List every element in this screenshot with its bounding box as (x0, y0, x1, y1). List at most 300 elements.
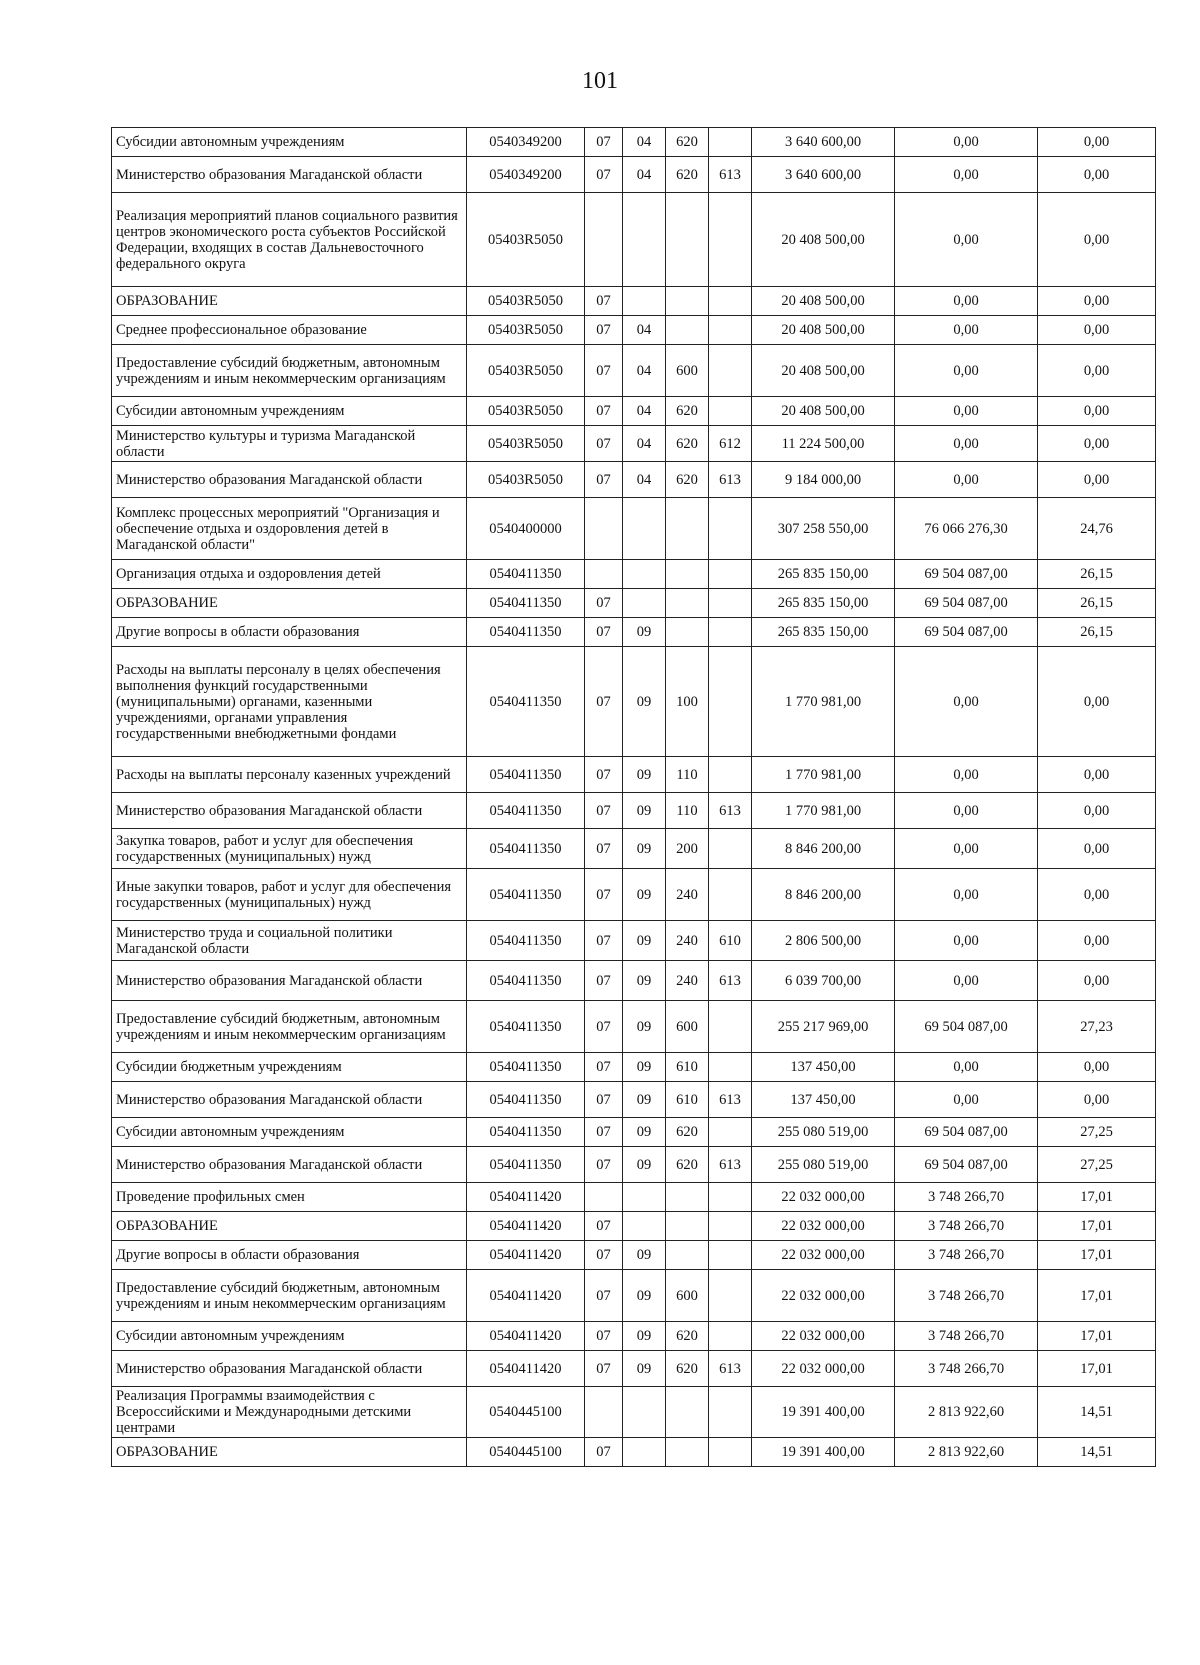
cell-expense-type: 620 (666, 397, 709, 426)
cell-subsection (623, 287, 666, 316)
cell-administrator (709, 498, 752, 560)
cell-section: 07 (585, 757, 623, 793)
cell-expense-type (666, 1212, 709, 1241)
cell-section: 07 (585, 345, 623, 397)
cell-subsection: 09 (623, 1322, 666, 1351)
cell-section (585, 193, 623, 287)
cell-subsection: 09 (623, 1118, 666, 1147)
table-row (112, 1053, 1156, 1082)
table-row (112, 1322, 1156, 1351)
cell-expense-type (666, 1183, 709, 1212)
cell-section: 07 (585, 618, 623, 647)
cell-name: Расходы на выплаты персоналу казенных учреждений (112, 757, 467, 793)
cell-expense-type (666, 316, 709, 345)
cell-section: 07 (585, 869, 623, 921)
cell-name: Субсидии бюджетным учреждениям (112, 1053, 467, 1082)
cell-section: 07 (585, 1241, 623, 1270)
cell-target-code: 0540411420 (467, 1351, 585, 1387)
cell-planned-amount: 6 039 700,00 (752, 961, 895, 1001)
cell-administrator (709, 1118, 752, 1147)
cell-expense-type: 240 (666, 961, 709, 1001)
cell-administrator (709, 397, 752, 426)
cell-executed-amount: 0,00 (895, 426, 1038, 462)
table-row (112, 1001, 1156, 1053)
cell-planned-amount: 255 217 969,00 (752, 1001, 895, 1053)
cell-subsection: 04 (623, 397, 666, 426)
cell-execution-percent: 0,00 (1038, 1053, 1156, 1082)
cell-target-code: 05403R5050 (467, 462, 585, 498)
cell-subsection (623, 589, 666, 618)
cell-planned-amount: 265 835 150,00 (752, 560, 895, 589)
cell-section: 07 (585, 316, 623, 345)
budget-table (111, 127, 1156, 1467)
cell-executed-amount: 69 504 087,00 (895, 618, 1038, 647)
cell-administrator: 613 (709, 961, 752, 1001)
cell-administrator (709, 316, 752, 345)
cell-subsection (623, 1212, 666, 1241)
cell-planned-amount: 22 032 000,00 (752, 1270, 895, 1322)
table-row (112, 1387, 1156, 1438)
cell-section: 07 (585, 1147, 623, 1183)
table-row (112, 498, 1156, 560)
cell-subsection: 09 (623, 618, 666, 647)
table-row (112, 793, 1156, 829)
cell-name: Закупка товаров, работ и услуг для обеспечения государственных (муниципальных) нужд (112, 829, 467, 869)
cell-planned-amount: 22 032 000,00 (752, 1212, 895, 1241)
cell-executed-amount: 0,00 (895, 1082, 1038, 1118)
cell-execution-percent: 0,00 (1038, 426, 1156, 462)
cell-subsection: 04 (623, 426, 666, 462)
cell-planned-amount: 1 770 981,00 (752, 757, 895, 793)
cell-planned-amount: 20 408 500,00 (752, 345, 895, 397)
cell-planned-amount: 11 224 500,00 (752, 426, 895, 462)
cell-target-code: 0540411420 (467, 1270, 585, 1322)
cell-target-code: 0540411420 (467, 1322, 585, 1351)
cell-executed-amount: 0,00 (895, 647, 1038, 757)
cell-target-code: 0540349200 (467, 128, 585, 157)
cell-execution-percent: 17,01 (1038, 1183, 1156, 1212)
cell-section: 07 (585, 1053, 623, 1082)
cell-name: Министерство образования Магаданской области (112, 157, 467, 193)
cell-expense-type: 600 (666, 345, 709, 397)
cell-execution-percent: 0,00 (1038, 647, 1156, 757)
cell-section: 07 (585, 1438, 623, 1467)
table-row (112, 1212, 1156, 1241)
cell-target-code: 05403R5050 (467, 287, 585, 316)
cell-administrator (709, 287, 752, 316)
cell-name: Министерство образования Магаданской области (112, 462, 467, 498)
cell-target-code: 0540411350 (467, 1053, 585, 1082)
cell-target-code: 0540445100 (467, 1438, 585, 1467)
cell-administrator (709, 589, 752, 618)
cell-planned-amount: 19 391 400,00 (752, 1438, 895, 1467)
cell-planned-amount: 20 408 500,00 (752, 397, 895, 426)
cell-planned-amount: 1 770 981,00 (752, 647, 895, 757)
cell-administrator (709, 345, 752, 397)
page-number: 101 (582, 68, 618, 94)
cell-expense-type (666, 1438, 709, 1467)
table-row (112, 426, 1156, 462)
cell-subsection (623, 560, 666, 589)
cell-name: Министерство труда и социальной политики Магаданской области (112, 921, 467, 961)
cell-execution-percent: 27,23 (1038, 1001, 1156, 1053)
cell-planned-amount: 255 080 519,00 (752, 1147, 895, 1183)
cell-subsection: 09 (623, 1351, 666, 1387)
cell-section: 07 (585, 397, 623, 426)
table-row (112, 1183, 1156, 1212)
table-row (112, 757, 1156, 793)
cell-execution-percent: 0,00 (1038, 829, 1156, 869)
cell-expense-type (666, 287, 709, 316)
cell-section: 07 (585, 1212, 623, 1241)
cell-planned-amount: 22 032 000,00 (752, 1351, 895, 1387)
cell-section: 07 (585, 921, 623, 961)
cell-subsection: 09 (623, 1147, 666, 1183)
cell-execution-percent: 26,15 (1038, 560, 1156, 589)
cell-executed-amount: 69 504 087,00 (895, 1001, 1038, 1053)
cell-administrator (709, 1387, 752, 1438)
cell-section: 07 (585, 961, 623, 1001)
cell-planned-amount: 8 846 200,00 (752, 869, 895, 921)
cell-name: Расходы на выплаты персоналу в целях обеспечения выполнения функций государственными (муниципальными) органами, казенными учреждениями, органами управления государственными внебюджетными фондами (112, 647, 467, 757)
cell-executed-amount: 0,00 (895, 869, 1038, 921)
cell-target-code: 0540411350 (467, 647, 585, 757)
cell-execution-percent: 0,00 (1038, 397, 1156, 426)
cell-administrator: 612 (709, 426, 752, 462)
cell-section: 07 (585, 1082, 623, 1118)
cell-execution-percent: 0,00 (1038, 1082, 1156, 1118)
cell-executed-amount: 3 748 266,70 (895, 1212, 1038, 1241)
cell-target-code: 0540445100 (467, 1387, 585, 1438)
cell-administrator (709, 560, 752, 589)
cell-executed-amount: 0,00 (895, 193, 1038, 287)
cell-executed-amount: 0,00 (895, 1053, 1038, 1082)
cell-target-code: 0540411350 (467, 757, 585, 793)
cell-executed-amount: 3 748 266,70 (895, 1351, 1038, 1387)
cell-target-code: 0540411350 (467, 1001, 585, 1053)
cell-planned-amount: 8 846 200,00 (752, 829, 895, 869)
cell-subsection: 04 (623, 316, 666, 345)
cell-execution-percent: 0,00 (1038, 157, 1156, 193)
cell-administrator: 613 (709, 1082, 752, 1118)
cell-subsection: 09 (623, 869, 666, 921)
cell-planned-amount: 3 640 600,00 (752, 128, 895, 157)
cell-administrator (709, 1438, 752, 1467)
cell-executed-amount: 69 504 087,00 (895, 1147, 1038, 1183)
cell-name: Министерство образования Магаданской области (112, 1351, 467, 1387)
cell-planned-amount: 20 408 500,00 (752, 316, 895, 345)
cell-target-code: 05403R5050 (467, 426, 585, 462)
cell-executed-amount: 0,00 (895, 157, 1038, 193)
cell-executed-amount: 0,00 (895, 128, 1038, 157)
cell-target-code: 0540411350 (467, 961, 585, 1001)
cell-expense-type: 620 (666, 1118, 709, 1147)
cell-target-code: 0540411420 (467, 1212, 585, 1241)
cell-subsection: 09 (623, 921, 666, 961)
cell-name: Другие вопросы в области образования (112, 1241, 467, 1270)
cell-target-code: 0540411350 (467, 589, 585, 618)
cell-planned-amount: 22 032 000,00 (752, 1183, 895, 1212)
cell-expense-type: 620 (666, 1351, 709, 1387)
cell-execution-percent: 0,00 (1038, 345, 1156, 397)
cell-section: 07 (585, 589, 623, 618)
cell-executed-amount: 69 504 087,00 (895, 560, 1038, 589)
cell-target-code: 05403R5050 (467, 345, 585, 397)
table-row (112, 869, 1156, 921)
cell-administrator (709, 128, 752, 157)
cell-target-code: 0540411350 (467, 1147, 585, 1183)
cell-subsection: 09 (623, 757, 666, 793)
cell-administrator (709, 1270, 752, 1322)
cell-executed-amount: 3 748 266,70 (895, 1270, 1038, 1322)
cell-planned-amount: 2 806 500,00 (752, 921, 895, 961)
cell-name: Предоставление субсидий бюджетным, автономным учреждениям и иным некоммерческим организациям (112, 345, 467, 397)
cell-administrator (709, 1183, 752, 1212)
cell-subsection: 09 (623, 829, 666, 869)
cell-name: Министерство образования Магаданской области (112, 793, 467, 829)
cell-expense-type (666, 1241, 709, 1270)
cell-expense-type: 110 (666, 793, 709, 829)
cell-subsection: 04 (623, 345, 666, 397)
table-row (112, 921, 1156, 961)
cell-expense-type: 100 (666, 647, 709, 757)
cell-subsection (623, 1387, 666, 1438)
cell-execution-percent: 0,00 (1038, 961, 1156, 1001)
cell-subsection (623, 193, 666, 287)
cell-planned-amount: 137 450,00 (752, 1053, 895, 1082)
cell-section: 07 (585, 426, 623, 462)
cell-target-code: 0540411420 (467, 1241, 585, 1270)
cell-target-code: 0540411350 (467, 793, 585, 829)
cell-planned-amount: 255 080 519,00 (752, 1118, 895, 1147)
cell-section: 07 (585, 1270, 623, 1322)
cell-execution-percent: 0,00 (1038, 193, 1156, 287)
cell-name: Иные закупки товаров, работ и услуг для обеспечения государственных (муниципальных) нужд (112, 869, 467, 921)
cell-administrator (709, 193, 752, 287)
cell-administrator (709, 618, 752, 647)
cell-name: Среднее профессиональное образование (112, 316, 467, 345)
cell-name: Министерство образования Магаданской области (112, 1082, 467, 1118)
cell-name: Предоставление субсидий бюджетным, автономным учреждениям и иным некоммерческим организациям (112, 1270, 467, 1322)
cell-execution-percent: 14,51 (1038, 1438, 1156, 1467)
cell-administrator: 613 (709, 793, 752, 829)
cell-subsection (623, 1183, 666, 1212)
cell-execution-percent: 17,01 (1038, 1322, 1156, 1351)
cell-expense-type: 620 (666, 157, 709, 193)
cell-section: 07 (585, 647, 623, 757)
cell-execution-percent: 17,01 (1038, 1270, 1156, 1322)
cell-target-code: 05403R5050 (467, 193, 585, 287)
cell-expense-type: 600 (666, 1270, 709, 1322)
cell-execution-percent: 27,25 (1038, 1147, 1156, 1183)
cell-name: Субсидии автономным учреждениям (112, 1118, 467, 1147)
cell-name: Другие вопросы в области образования (112, 618, 467, 647)
cell-execution-percent: 0,00 (1038, 316, 1156, 345)
cell-name: Субсидии автономным учреждениям (112, 1322, 467, 1351)
cell-name: Реализация Программы взаимодействия с Всероссийскими и Международными детскими центрами (112, 1387, 467, 1438)
cell-section (585, 498, 623, 560)
cell-target-code: 0540400000 (467, 498, 585, 560)
cell-expense-type: 620 (666, 1147, 709, 1183)
cell-executed-amount: 3 748 266,70 (895, 1241, 1038, 1270)
cell-executed-amount: 0,00 (895, 921, 1038, 961)
cell-execution-percent: 26,15 (1038, 589, 1156, 618)
cell-subsection: 09 (623, 961, 666, 1001)
cell-name: Министерство образования Магаданской области (112, 1147, 467, 1183)
cell-administrator (709, 1053, 752, 1082)
cell-name: Организация отдыха и оздоровления детей (112, 560, 467, 589)
cell-expense-type (666, 193, 709, 287)
cell-planned-amount: 20 408 500,00 (752, 287, 895, 316)
cell-administrator: 613 (709, 462, 752, 498)
table-row (112, 128, 1156, 157)
cell-execution-percent: 17,01 (1038, 1212, 1156, 1241)
cell-execution-percent: 26,15 (1038, 618, 1156, 647)
cell-executed-amount: 0,00 (895, 345, 1038, 397)
table-row (112, 961, 1156, 1001)
table-row (112, 316, 1156, 345)
cell-subsection: 04 (623, 157, 666, 193)
cell-expense-type: 610 (666, 1053, 709, 1082)
cell-executed-amount: 0,00 (895, 793, 1038, 829)
table-row (112, 287, 1156, 316)
cell-planned-amount: 20 408 500,00 (752, 193, 895, 287)
cell-planned-amount: 1 770 981,00 (752, 793, 895, 829)
cell-executed-amount: 0,00 (895, 757, 1038, 793)
table-row (112, 397, 1156, 426)
cell-expense-type: 240 (666, 921, 709, 961)
cell-executed-amount: 0,00 (895, 829, 1038, 869)
cell-executed-amount: 0,00 (895, 961, 1038, 1001)
cell-target-code: 05403R5050 (467, 397, 585, 426)
cell-execution-percent: 14,51 (1038, 1387, 1156, 1438)
cell-section: 07 (585, 157, 623, 193)
cell-subsection: 09 (623, 1001, 666, 1053)
cell-section: 07 (585, 793, 623, 829)
cell-administrator: 613 (709, 157, 752, 193)
cell-planned-amount: 137 450,00 (752, 1082, 895, 1118)
cell-name: Субсидии автономным учреждениям (112, 128, 467, 157)
cell-expense-type: 200 (666, 829, 709, 869)
cell-execution-percent: 0,00 (1038, 128, 1156, 157)
cell-execution-percent: 0,00 (1038, 921, 1156, 961)
cell-section: 07 (585, 128, 623, 157)
table-row (112, 1438, 1156, 1467)
cell-subsection: 09 (623, 793, 666, 829)
cell-administrator (709, 1001, 752, 1053)
table-row (112, 1082, 1156, 1118)
cell-name: ОБРАЗОВАНИЕ (112, 287, 467, 316)
cell-execution-percent: 27,25 (1038, 1118, 1156, 1147)
table-row (112, 462, 1156, 498)
cell-target-code: 0540411350 (467, 829, 585, 869)
cell-subsection: 04 (623, 462, 666, 498)
table-row (112, 647, 1156, 757)
cell-planned-amount: 9 184 000,00 (752, 462, 895, 498)
cell-name: ОБРАЗОВАНИЕ (112, 1212, 467, 1241)
cell-expense-type: 620 (666, 462, 709, 498)
cell-executed-amount: 76 066 276,30 (895, 498, 1038, 560)
cell-subsection: 09 (623, 1270, 666, 1322)
cell-executed-amount: 0,00 (895, 316, 1038, 345)
cell-planned-amount: 307 258 550,00 (752, 498, 895, 560)
cell-expense-type: 620 (666, 128, 709, 157)
cell-execution-percent: 0,00 (1038, 287, 1156, 316)
cell-executed-amount: 3 748 266,70 (895, 1183, 1038, 1212)
table-row (112, 1147, 1156, 1183)
cell-administrator (709, 1322, 752, 1351)
cell-executed-amount: 3 748 266,70 (895, 1322, 1038, 1351)
cell-expense-type (666, 1387, 709, 1438)
cell-administrator (709, 869, 752, 921)
cell-planned-amount: 22 032 000,00 (752, 1322, 895, 1351)
cell-name: Комплекс процессных мероприятий "Организация и обеспечение отдыха и оздоровления детей в Магаданской области" (112, 498, 467, 560)
cell-expense-type: 600 (666, 1001, 709, 1053)
cell-target-code: 0540411350 (467, 618, 585, 647)
cell-administrator (709, 1241, 752, 1270)
cell-name: ОБРАЗОВАНИЕ (112, 1438, 467, 1467)
cell-expense-type (666, 589, 709, 618)
cell-section (585, 560, 623, 589)
cell-expense-type: 610 (666, 1082, 709, 1118)
cell-target-code: 0540411420 (467, 1183, 585, 1212)
cell-name: Субсидии автономным учреждениям (112, 397, 467, 426)
cell-planned-amount: 19 391 400,00 (752, 1387, 895, 1438)
cell-executed-amount: 69 504 087,00 (895, 1118, 1038, 1147)
cell-subsection: 09 (623, 1082, 666, 1118)
cell-planned-amount: 265 835 150,00 (752, 589, 895, 618)
table-row (112, 1270, 1156, 1322)
table-row (112, 345, 1156, 397)
table-row (112, 1241, 1156, 1270)
cell-expense-type (666, 498, 709, 560)
cell-subsection: 09 (623, 1241, 666, 1270)
cell-subsection (623, 498, 666, 560)
table-row (112, 193, 1156, 287)
cell-section: 07 (585, 1351, 623, 1387)
cell-administrator (709, 1212, 752, 1241)
cell-expense-type (666, 560, 709, 589)
cell-administrator: 613 (709, 1351, 752, 1387)
cell-subsection (623, 1438, 666, 1467)
cell-planned-amount: 265 835 150,00 (752, 618, 895, 647)
cell-planned-amount: 22 032 000,00 (752, 1241, 895, 1270)
cell-administrator (709, 829, 752, 869)
cell-name: Реализация мероприятий планов социального развития центров экономического роста субъектов Российской Федерации, входящих в состав Дальневосточного федерального округа (112, 193, 467, 287)
cell-executed-amount: 0,00 (895, 397, 1038, 426)
cell-subsection: 09 (623, 647, 666, 757)
cell-target-code: 0540411350 (467, 1082, 585, 1118)
cell-subsection: 04 (623, 128, 666, 157)
table-row (112, 829, 1156, 869)
table-row (112, 1118, 1156, 1147)
cell-expense-type: 110 (666, 757, 709, 793)
budget-table-body (112, 128, 1156, 1467)
cell-administrator: 610 (709, 921, 752, 961)
cell-name: Министерство культуры и туризма Магаданской области (112, 426, 467, 462)
cell-expense-type: 620 (666, 1322, 709, 1351)
cell-target-code: 0540411350 (467, 560, 585, 589)
cell-section: 07 (585, 1001, 623, 1053)
cell-name: ОБРАЗОВАНИЕ (112, 589, 467, 618)
table-row (112, 157, 1156, 193)
cell-execution-percent: 0,00 (1038, 869, 1156, 921)
cell-executed-amount: 69 504 087,00 (895, 589, 1038, 618)
cell-expense-type: 620 (666, 426, 709, 462)
cell-execution-percent: 0,00 (1038, 462, 1156, 498)
cell-name: Министерство образования Магаданской области (112, 961, 467, 1001)
table-row (112, 589, 1156, 618)
